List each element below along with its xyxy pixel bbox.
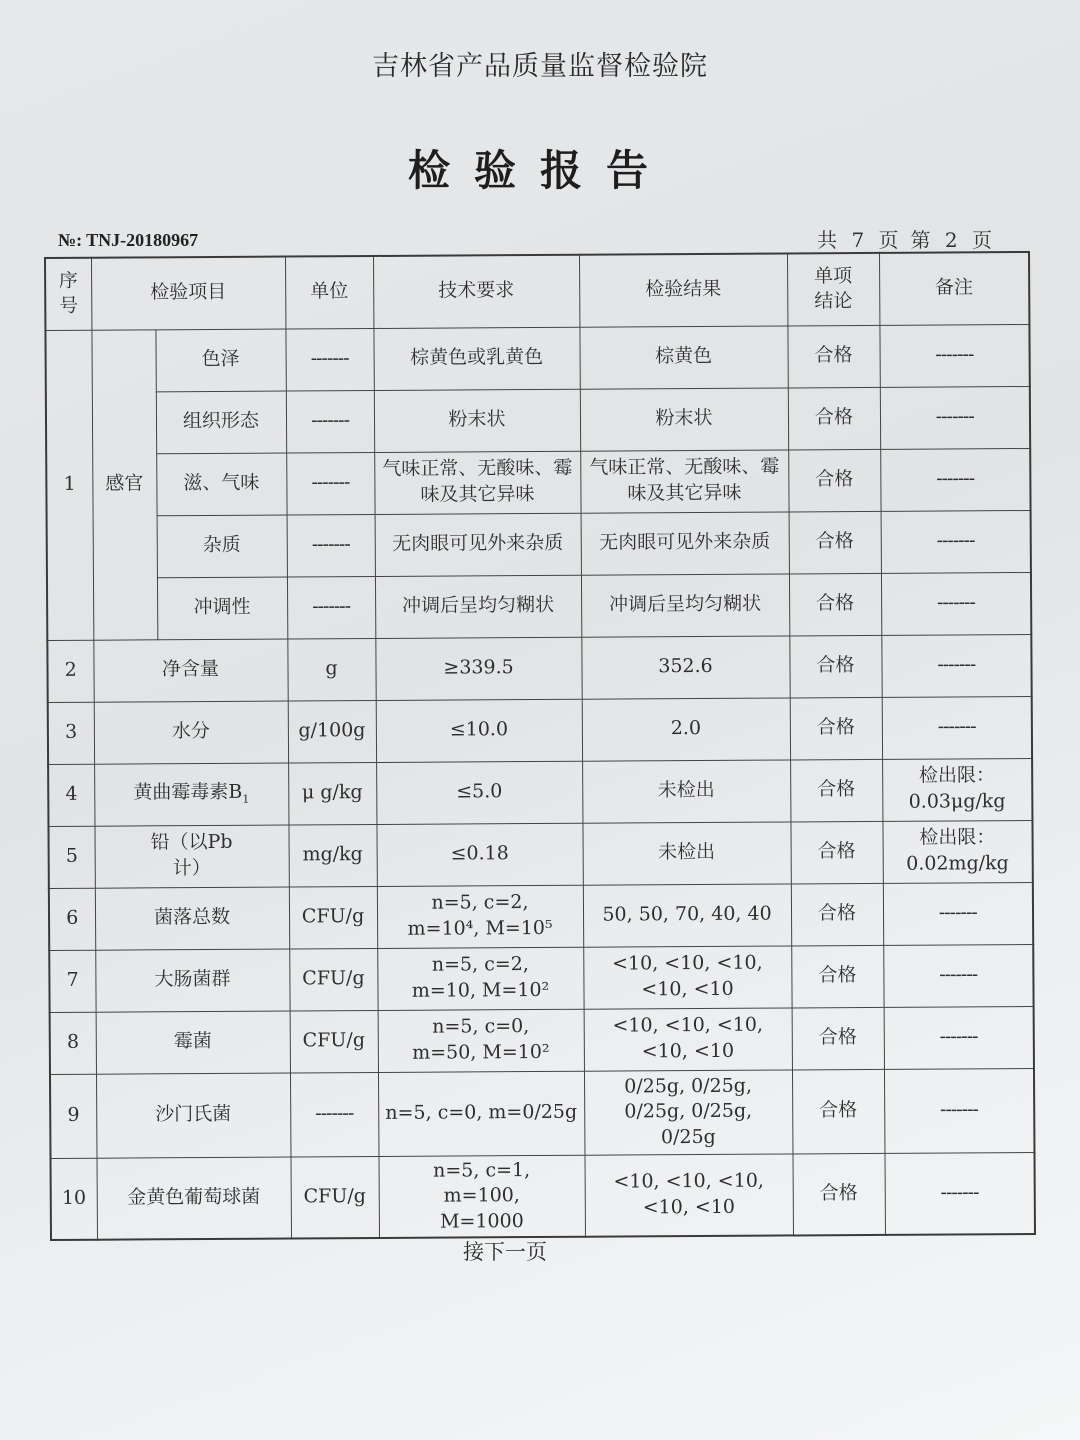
cell-unit: CFU/g [290, 1010, 378, 1073]
header-result: 检验结果 [579, 253, 787, 326]
cell-item: 滋、气味 [156, 453, 286, 516]
cell-remark: 检出限：0.03μg/kg [882, 758, 1032, 821]
cell-unit: g [287, 638, 375, 701]
cell-seq: 9 [50, 1074, 97, 1158]
header-conclusion: 单项结论 [787, 253, 879, 326]
cell-remark: ------- [881, 634, 1031, 697]
cell-item: 菌落总数 [95, 887, 289, 950]
cell-conclusion: 合格 [791, 883, 883, 946]
table-header-row [45, 252, 1029, 330]
table-row [47, 510, 1031, 578]
table-row [46, 448, 1030, 516]
cell-unit: ------- [286, 452, 374, 515]
cell-seq: 6 [49, 888, 95, 950]
cell-conclusion: 合格 [790, 821, 882, 884]
table-row [49, 882, 1033, 950]
cell-conclusion: 合格 [793, 1153, 886, 1236]
cell-requirement: n=5, c=1, m=100, M=1000 [379, 1155, 585, 1239]
cell-conclusion: 合格 [790, 759, 882, 822]
cell-unit: μ g/kg [288, 762, 376, 825]
cell-conclusion: 合格 [789, 511, 881, 574]
cell-result: <10, <10, <10, <10, <10 [584, 1007, 792, 1070]
cell-result: 0/25g, 0/25g, 0/25g, 0/25g, 0/25g [584, 1069, 793, 1154]
table-row [48, 820, 1032, 888]
cell-conclusion: 合格 [792, 1069, 885, 1154]
continue-note: 接下一页 [463, 1240, 547, 1264]
cell-remark: ------- [879, 324, 1029, 387]
cell-item: 霉菌 [96, 1011, 290, 1074]
page-info [813, 224, 1000, 253]
header-seq: 序号 [45, 258, 91, 330]
cell-remark: 检出限：0.02mg/kg [882, 820, 1032, 883]
cell-item: 大肠菌群 [95, 949, 289, 1012]
cell-unit: ------- [287, 514, 375, 577]
header-item: 检验项目 [91, 257, 285, 330]
cell-unit: g/100g [288, 700, 376, 763]
cell-result: 2.0 [582, 697, 790, 760]
cell-unit: ------- [286, 390, 374, 453]
cell-seq: 1 [45, 330, 93, 640]
cell-conclusion: 合格 [789, 635, 881, 698]
cell-remark: ------- [883, 944, 1033, 1007]
cell-result: 无肉眼可见外来杂质 [581, 511, 789, 574]
table-row [50, 1068, 1035, 1158]
cell-unit: ------- [290, 1072, 379, 1157]
table-row [46, 386, 1030, 454]
organization-name: 吉林省产品质量监督检验院 [372, 51, 708, 82]
header-remark: 备注 [879, 252, 1029, 325]
cell-requirement: n=5, c=2, m=10, M=10² [377, 947, 583, 1010]
cell-item: 铅（以Pb计） [94, 825, 288, 888]
cell-seq: 8 [50, 1012, 96, 1074]
cell-requirement: ≥339.5 [375, 637, 581, 700]
page-total: 共 7 页 [817, 228, 903, 252]
cell-result: 未检出 [582, 759, 790, 822]
cell-requirement: n=5, c=0, m=0/25g [378, 1071, 585, 1156]
cell-item: 净含量 [93, 639, 287, 702]
cell-unit: CFU/g [291, 1156, 380, 1239]
table-row [49, 944, 1033, 1012]
cell-unit: CFU/g [289, 948, 377, 1011]
cell-remark: ------- [881, 572, 1031, 635]
cell-conclusion: 合格 [787, 325, 879, 388]
cell-requirement: n=5, c=0, m=50, M=10² [378, 1009, 584, 1072]
cell-conclusion: 合格 [792, 1007, 884, 1070]
cell-result: 气味正常、无酸味、霉味及其它异味 [580, 449, 788, 512]
cell-item [94, 763, 288, 826]
header-unit: 单位 [285, 256, 373, 329]
cell-unit: mg/kg [288, 824, 376, 887]
report-number-label: №: [58, 230, 83, 250]
cell-remark: ------- [882, 696, 1032, 759]
cell-seq: 2 [47, 640, 93, 702]
cell-remark: ------- [881, 510, 1031, 573]
cell-requirement: 无肉眼可见外来杂质 [375, 513, 581, 576]
cell-unit: ------- [287, 576, 375, 639]
cell-remark: ------- [885, 1152, 1036, 1235]
cell-remark: ------- [883, 882, 1033, 945]
table-row [45, 324, 1029, 392]
cell-seq: 5 [48, 826, 94, 888]
table-row [50, 1006, 1034, 1074]
cell-result: 352.6 [581, 635, 789, 698]
cell-result: 粉末状 [580, 387, 788, 450]
cell-seq: 3 [48, 702, 94, 764]
cell-remark: ------- [884, 1068, 1035, 1153]
table-row [47, 634, 1031, 702]
cell-requirement: n=5, c=2, m=10⁴, M=10⁵ [377, 885, 583, 948]
cell-unit: ------- [285, 328, 373, 391]
cell-conclusion: 合格 [790, 697, 882, 760]
cell-result: 50, 50, 70, 40, 40 [583, 883, 791, 946]
cell-conclusion: 合格 [788, 387, 880, 450]
cell-item: 色泽 [155, 329, 285, 392]
page-current: 第 2 页 [910, 228, 996, 252]
report-title: 检验报告 [407, 146, 672, 195]
cell-remark: ------- [880, 448, 1030, 511]
cell-remark: ------- [884, 1006, 1034, 1069]
header-requirement: 技术要求 [373, 255, 579, 328]
cell-requirement: ≤10.0 [376, 699, 582, 762]
cell-result: <10, <10, <10, <10, <10 [585, 1153, 793, 1237]
report-number [58, 230, 198, 251]
cell-item: 组织形态 [156, 391, 286, 454]
cell-item: 杂质 [157, 515, 287, 578]
cell-result: 未检出 [582, 821, 790, 884]
cell-result: 棕黄色 [579, 325, 787, 388]
cell-requirement: 气味正常、无酸味、霉味及其它异味 [374, 451, 580, 514]
table-row [47, 572, 1031, 640]
report-number-value: TNJ-20180967 [86, 230, 199, 250]
cell-conclusion: 合格 [788, 449, 880, 512]
cell-requirement: ≤0.18 [376, 823, 582, 886]
cell-seq: 10 [51, 1158, 98, 1241]
table-row [48, 696, 1032, 764]
cell-conclusion: 合格 [791, 945, 883, 1008]
cell-requirement: 棕黄色或乳黄色 [373, 327, 579, 390]
cell-seq: 4 [48, 764, 94, 826]
cell-item: 冲调性 [157, 577, 287, 640]
cell-requirement: 粉末状 [374, 389, 580, 452]
cell-item: 水分 [94, 701, 288, 764]
cell-result: <10, <10, <10, <10, <10 [583, 945, 791, 1008]
table-row [51, 1152, 1036, 1240]
cell-seq: 7 [49, 950, 95, 1012]
cell-item: 沙门氏菌 [96, 1073, 291, 1158]
cell-remark: ------- [880, 386, 1030, 449]
cell-item-text: 黄曲霉毒素B [133, 780, 243, 804]
cell-unit: CFU/g [289, 886, 377, 949]
cell-result: 冲调后呈均匀糊状 [581, 573, 789, 636]
cell-item-subscript: 1 [242, 792, 250, 806]
inspection-table [44, 251, 1036, 1241]
cell-conclusion: 合格 [789, 573, 881, 636]
cell-item: 金黄色葡萄球菌 [97, 1157, 292, 1241]
cell-category: 感官 [91, 329, 157, 639]
table-row [48, 758, 1032, 826]
cell-requirement: 冲调后呈均匀糊状 [375, 575, 581, 638]
cell-requirement: ≤5.0 [376, 761, 582, 824]
